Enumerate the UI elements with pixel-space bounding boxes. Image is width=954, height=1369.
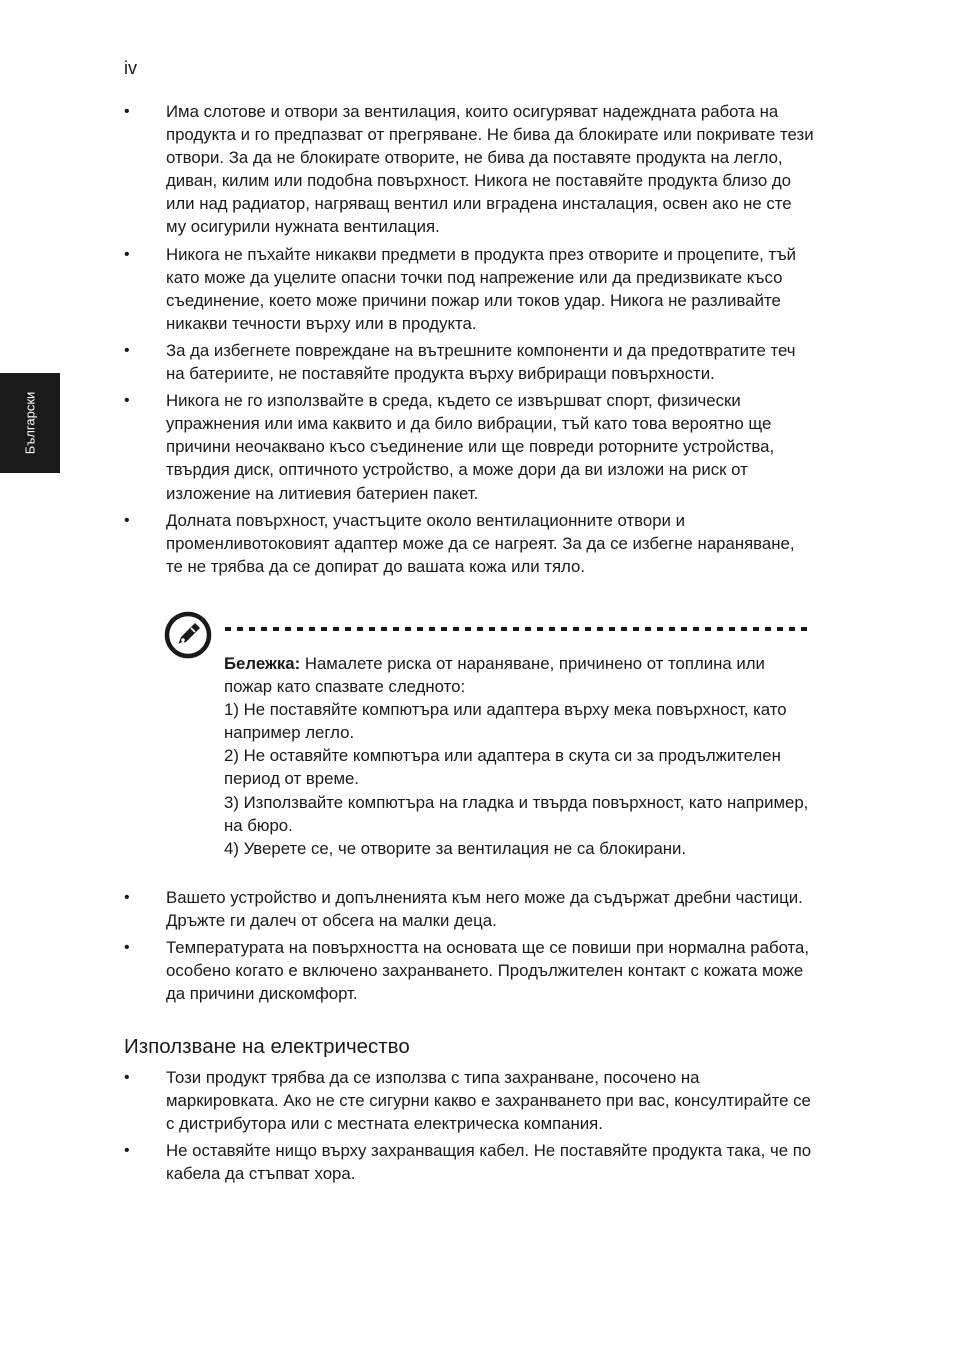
note-item: 2) Не оставяйте компютъра или адаптера в скута си за продължителен период от време. bbox=[224, 746, 781, 789]
safety-list-small-parts bbox=[124, 886, 814, 1009]
list-item bbox=[124, 886, 814, 932]
bullet-icon: • bbox=[124, 341, 130, 359]
note-intro-text: Намалете риска от нараняване, причинено от топлина или пожар като спазвате следното: bbox=[224, 654, 765, 697]
section-heading: Използване на електричество bbox=[124, 1035, 410, 1058]
list-item-text: Не оставяйте нищо върху захранващия кабел. Не поставяйте продукта така, че по кабела да стъпват хора. bbox=[166, 1141, 812, 1184]
list-item-text: Този продукт трябва да се използва с типа захранване, посочено на маркировката. Ако не сте сигурни какво е захранването при вас, консултирайте се с дистрибутора или с местната електрическа компания. bbox=[166, 1068, 811, 1134]
note-text bbox=[224, 652, 809, 860]
note-item: 4) Уверете се, че отворите за вентилация не са блокирани. bbox=[224, 838, 687, 858]
bullet-icon: • bbox=[124, 939, 130, 957]
page-number: iv bbox=[124, 58, 137, 78]
list-item bbox=[124, 339, 814, 385]
note-box bbox=[164, 606, 814, 866]
bullet-icon: • bbox=[124, 511, 130, 529]
language-tab-label: Български bbox=[22, 391, 38, 455]
list-item bbox=[124, 1139, 814, 1185]
language-side-tab bbox=[0, 373, 60, 473]
note-label: Бележка: bbox=[224, 654, 301, 673]
list-item bbox=[124, 509, 814, 578]
note-dotted-divider bbox=[225, 627, 809, 631]
safety-list-electricity bbox=[124, 1066, 814, 1189]
list-item-text: Има слотове и отвори за вентилация, които осигуряват надеждната работа на продукта и го предпазват от прегряване. Не бива да блокирате или покривате тези отвори. За да не блокирате отворите, не бива да поставяте продукта на легло, диван, килим или подобна повърхност. Никога не поставяйте продукта близо до или над радиатор, нагряващ вентил или вградена инсталация, освен ако не сте му осигурили нужната вентилация. bbox=[166, 102, 814, 237]
list-item bbox=[124, 936, 814, 1005]
bullet-icon: • bbox=[124, 1142, 130, 1160]
list-item bbox=[124, 389, 814, 504]
list-item bbox=[124, 1066, 814, 1135]
bullet-icon: • bbox=[124, 103, 130, 120]
note-item: 1) Не поставяйте компютъра или адаптера върху мека повърхност, като например легло. bbox=[224, 700, 787, 743]
note-intro bbox=[224, 652, 809, 698]
list-item-text: Температурата на повърхността на основата ще се повиши при нормална работа, особено когато е включено захранването. Продължителен контакт с кожата може да причини дискомфорт. bbox=[166, 938, 810, 1004]
note-pen-icon bbox=[164, 611, 212, 659]
list-item-text: Никога не го използвайте в среда, където се извършват спорт, физически упражнения или има каквито и да било вибрации, тъй като това вероятно ще причини неочаквано късо съединение или ще повреди роторните устройства, твърдия диск, оптичното устройство, а може дори да ви изложи на риск от изложение на литиевия батериен пакет. bbox=[166, 391, 775, 503]
list-item bbox=[124, 100, 814, 239]
list-item bbox=[124, 243, 814, 335]
safety-list-ventilation bbox=[124, 100, 814, 582]
list-item-text: Долната повърхност, участъците около вентилационните отвори и променливотоковият адаптер може да се нагреят. За да се избегне нараняване, те не трябва да се допират до вашата кожа или тяло. bbox=[166, 510, 795, 576]
list-item-text: Никога не пъхайте никакви предмети в продукта през отворите и процепите, тъй като може да уцелите опасни точки под напрежение или да предизвикате късо съединение, което може причини пожар или токов удар. Никога не разливайте никакви течности върху или в продукта. bbox=[166, 244, 797, 333]
list-item-text: Вашето устройство и допълненията към него може да съдържат дребни частици. Дръжте ги далеч от обсега на малки деца. bbox=[166, 888, 803, 931]
bullet-icon: • bbox=[124, 245, 130, 263]
bullet-icon: • bbox=[124, 1069, 130, 1086]
bullet-icon: • bbox=[124, 889, 130, 906]
list-item-text: За да избегнете повреждане на вътрешните компоненти и да предотвратите теч на батериите, не поставяйте продукта върху вибриращи повърхности. bbox=[166, 340, 796, 384]
note-item: 3) Използвайте компютъра на гладка и твърда повърхност, като например, на бюро. bbox=[224, 792, 809, 835]
bullet-icon: • bbox=[124, 392, 130, 410]
